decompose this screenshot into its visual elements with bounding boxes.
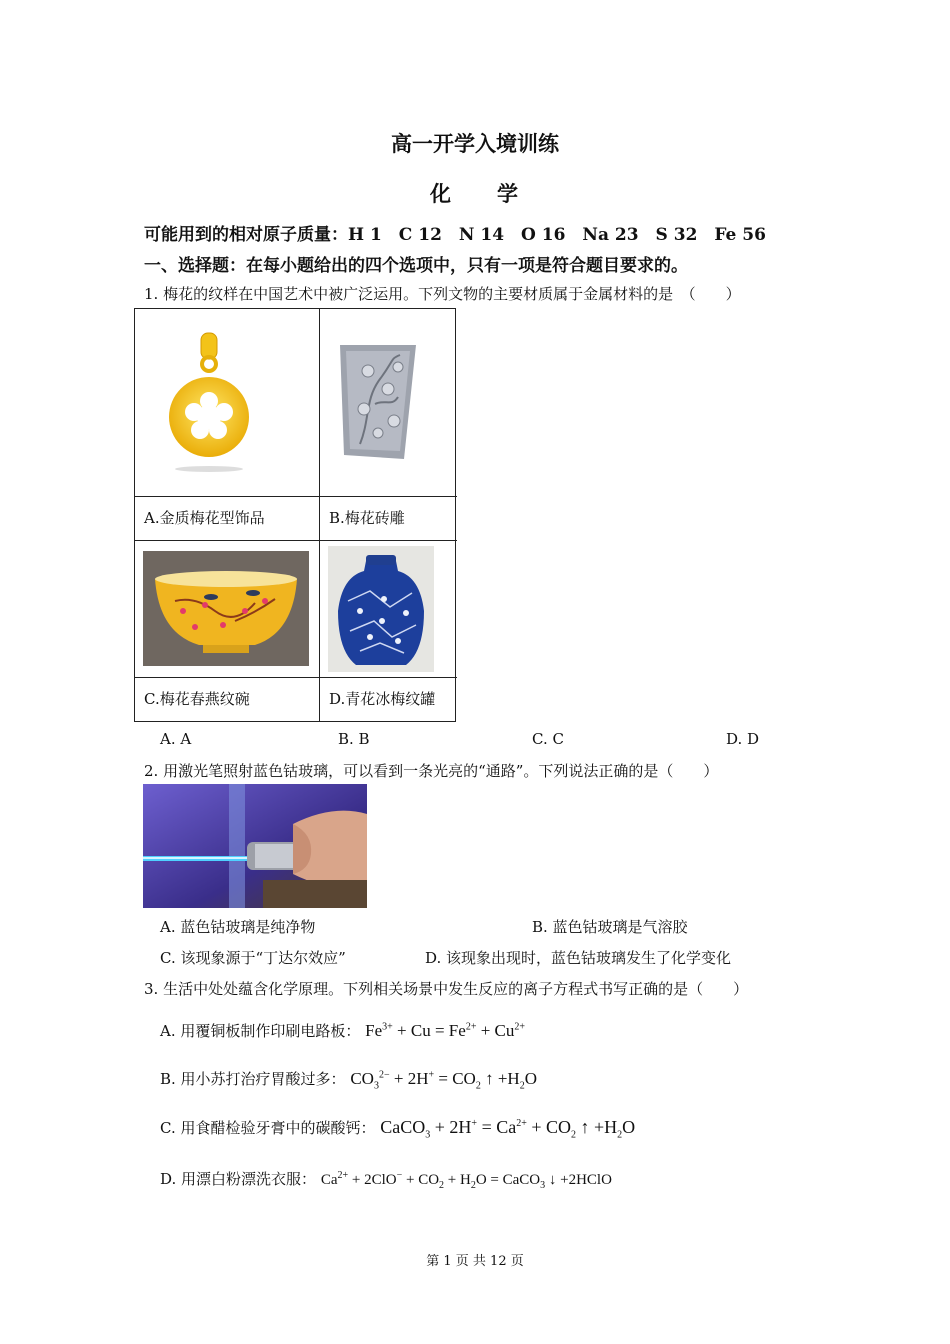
image-cell-b bbox=[320, 309, 457, 497]
equation-d: $Ca^{2+} + 2ClO^- + CO_2 + H_2O$ = CaCO$_3$ ↓ +2HClO bbox=[320, 1170, 612, 1191]
question-2-stem: 2. 用激光笔照射蓝色钴玻璃，可以看到一条光亮的“通路”。下列说法正确的是（ ） bbox=[144, 762, 719, 780]
question-1-stem: 1. 梅花的纹样在中国艺术中被广泛运用。下列文物的主要材质属于金属材料的是 （ ） bbox=[144, 285, 741, 303]
equation-a: $Fe^{3+} + Cu = Fe^{2+} + Cu^{2+}$ bbox=[365, 1021, 526, 1040]
q2-option-c: C. 该现象源于“丁达尔效应” bbox=[160, 949, 346, 967]
q3-option-d: D. 用漂白粉漂洗衣服： $Ca^{2+} + 2ClO^- + CO_2 + H_2O$ = CaCO$_3$ ↓ +2HClO bbox=[160, 1170, 612, 1191]
q1-option-a: A. A bbox=[160, 730, 192, 748]
q1-option-c: C. C bbox=[532, 730, 564, 748]
image-cell-d bbox=[320, 541, 457, 678]
option-c-label: C.梅花春燕纹碗 bbox=[135, 678, 320, 721]
gold-pendant-image bbox=[135, 309, 319, 495]
question-1-table bbox=[134, 308, 456, 722]
q3-option-c: C. 用食醋检验牙膏中的碳酸钙： CaCO$_3$ + $2H^+ = Ca^{2+} + CO_2$ ↑ $+H_2O$ bbox=[160, 1117, 636, 1141]
q1-option-b: B. B bbox=[338, 730, 370, 748]
page-title: 高一开学入境训练 bbox=[391, 131, 559, 156]
option-d-label: D.青花冰梅纹罐 bbox=[329, 690, 436, 708]
brick-carving-image bbox=[320, 309, 456, 495]
laser-experiment-image bbox=[143, 784, 367, 908]
q2-option-b: B. 蓝色钴玻璃是气溶胶 bbox=[532, 918, 688, 936]
q3-option-a: A. 用覆铜板制作印刷电路板： $Fe^{3+} + Cu = Fe^{2+} + Cu^{2+}$ bbox=[160, 1021, 526, 1040]
image-cell-c bbox=[135, 541, 320, 678]
image-cell-a bbox=[135, 309, 320, 497]
blue-jar-image bbox=[320, 541, 456, 677]
equation-c: CaCO$_3$ + $2H^+ = Ca^{2+} + CO_2$ ↑ $+H_2O$ bbox=[380, 1117, 636, 1141]
q2-option-d: D. 该现象出现时，蓝色钴玻璃发生了化学变化 bbox=[425, 949, 732, 967]
subject-title: 化 学 bbox=[430, 181, 520, 206]
atomic-masses: 可能用到的相对原子质量：H 1 C 12 N 14 O 16 Na 23 S 32 Fe 56 bbox=[144, 225, 766, 245]
question-3-stem: 3. 生活中处处蕴含化学原理。下列相关场景中发生反应的离子方程式书写正确的是（ ） bbox=[144, 980, 749, 998]
option-a-label: A.金质梅花型饰品 bbox=[135, 497, 320, 541]
section-heading: 一、选择题：在每小题给出的四个选项中，只有一项是符合题目要求的。 bbox=[144, 256, 688, 276]
option-b-label: B.梅花砖雕 bbox=[320, 497, 457, 541]
q2-option-a: A. 蓝色钴玻璃是纯净物 bbox=[160, 918, 316, 936]
q1-option-d: D. D bbox=[726, 730, 760, 748]
yellow-bowl-image bbox=[135, 541, 319, 677]
page-footer: 第 1 页 共 12 页 bbox=[426, 1254, 524, 1269]
q3-option-b: B. 用小苏打治疗胃酸过多： $CO_3^{2-} + 2H^+ = CO_2$ ↑ $+H_2O$ bbox=[160, 1069, 537, 1092]
equation-b: $CO_3^{2-} + 2H^+ = CO_2$ ↑ $+H_2O$ bbox=[350, 1069, 537, 1092]
